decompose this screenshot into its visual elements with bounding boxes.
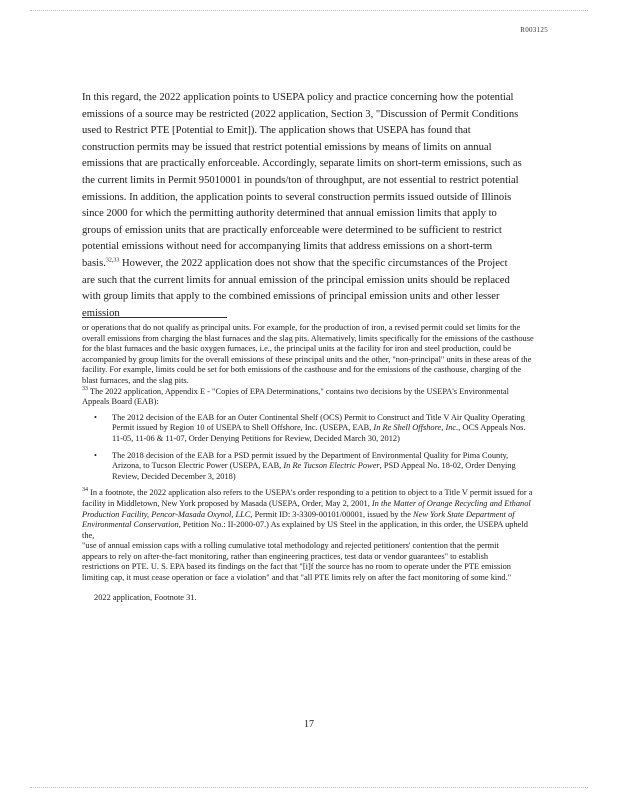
page-number: 17 — [304, 719, 314, 730]
eab-decision-text: The 2018 decision of the EAB for a PSD permit issued by the Department of Environmental Quality for Pima County, Arizona, to Tucson Electric Power (USEPA, EAB, — [112, 450, 509, 471]
eab-decision-text: The 2012 decision of the EAB for an Outer Continental Shelf (OCS) Permit to Construct and Title V Air Quality Operating Permit issued by Region 10 of USEPA to Shell Offshore, Inc. (USEPA, EAB, — [112, 412, 525, 433]
footnote-34-number: 34 — [82, 487, 88, 494]
eab-decision-text-end: , PSD Appeal No. 18-02, Order Denying Review, Decided December 3, 2018) — [112, 461, 516, 481]
agency-name: New York State Department of Environmental Conservation — [82, 509, 515, 530]
block-quote: "use of annual emission caps with a rolling cumulative total methodology and rejected petitioners' contention that the permit appears to rely on after-the-fact monitoring, rather than engineering practices, test data or vendor guarantees" to establish restrictions on PTE. U. S. EPA based its findings on the fact that "[i]f the source has no room to operate under the PTE emission limiting cap, it must cease operation or face a violation" and that "all PTE limits rely on after the fact monitoring of some kind." — [82, 541, 512, 583]
footnote-33-number: 33 — [82, 385, 88, 392]
eab-decision-item — [94, 451, 534, 483]
paragraph-text: In this regard, the 2022 application points to USEPA policy and practice concerning how the potential emissions of a source may be restricted (2022 application, Section 3, "Discussion of Permit Conditions used to Restrict PTE [Potential to Emit]). The application shows that USEPA has found that construction permits may be issued that restrict potential emissions by means of limits on annual emissions that are practically enforceable. Accordingly, separate limits on short-term emissions, such as the current limits in Permit 95010001 in pounds/ton of throughput, are not essential to restrict potential emissions. In addition, the application points to several construction permits issued outside of Illinois since 2000 for which the permitting authority determined that annual emission limits that apply to groups of emission units that are practically enforceable were determined to be sufficient to restrict potential emissions without need for accompanying limits that address emissions on a short-term basis. — [82, 92, 522, 269]
footnote-reference[interactable]: 32,33 — [105, 257, 120, 264]
footnote-divider — [82, 317, 227, 318]
bullet-icon: • — [94, 450, 97, 460]
footnote-32-continued: or operations that do not qualify as principal units. For example, for the production of iron, a revised permit could set limits for the overall emissions from charging the blast furnaces and the slag pits. Alternatively, limits specifically for the emissions of the casthouse for the blast furnaces and the basic oxygen furnaces, i.e., the principal units at the facility for iron and steel production, could be accompanied by group limits for the overall emissions of these principal units and the other, "non-principal" units in these areas of the facility. For example, limits could be set for both emissions of the casthouse and for the emissions of the casthouse, charging of the blast furnaces, and the slag pits. — [82, 323, 534, 385]
footnote-34-text-2: , Permit ID: 3-3309-00101/00001, issued by the — [250, 509, 414, 519]
quote-source: 2022 application, Footnote 31. — [94, 592, 197, 602]
eab-decision-item — [94, 413, 534, 445]
footnote-33-text: The 2022 application, Appendix E - "Copies of EPA Determinations," contains two decisions by the USEPA's Environmental Appeals Board (EAB): — [82, 386, 509, 407]
case-name: In Re Tucson Electric Power — [283, 461, 380, 471]
eab-decision-text-end: , OCS Appeals Nos. 11-05, 11-06 & 11-07, Order Denying Petitions for Review, Decided March 30, 2012) — [112, 423, 526, 443]
footnote-34-text-3: , Petition No.: II-2000-07.) As explained by US Steel in the application, in this order, the USEPA upheld the, — [82, 520, 528, 540]
footnotes — [82, 323, 534, 603]
paragraph-text-continued: However, the 2022 application does not show that the specific circumstances of the Project are such that the current limits for annual emission of the principal emission units should be replaced with group limits that apply to the combined emissions of principal emission units and other lesser emission — [82, 257, 510, 319]
scan-border-top — [30, 10, 588, 11]
bullet-icon: • — [94, 412, 97, 422]
matter-name: In the Matter of Orange Recycling and Ethanol Production Facility, Pencor-Masada Oxynol, LLC — [82, 498, 531, 519]
footnote-34-text: In a footnote, the 2022 application also refers to the USEPA's order responding to a petition to object to a Title V permit issued for a facility in Middletown, New York proposed by Masada (USEPA, Order, May 2, 2001, — [82, 488, 533, 508]
body-paragraph — [82, 90, 522, 322]
scan-border-bottom — [30, 787, 588, 788]
bates-number: R003125 — [520, 26, 548, 34]
footnote-34 — [82, 488, 534, 541]
eab-decision-list — [82, 413, 534, 483]
case-name: In Re Shell Offshore, Inc. — [373, 423, 459, 433]
footnote-33 — [82, 387, 534, 408]
